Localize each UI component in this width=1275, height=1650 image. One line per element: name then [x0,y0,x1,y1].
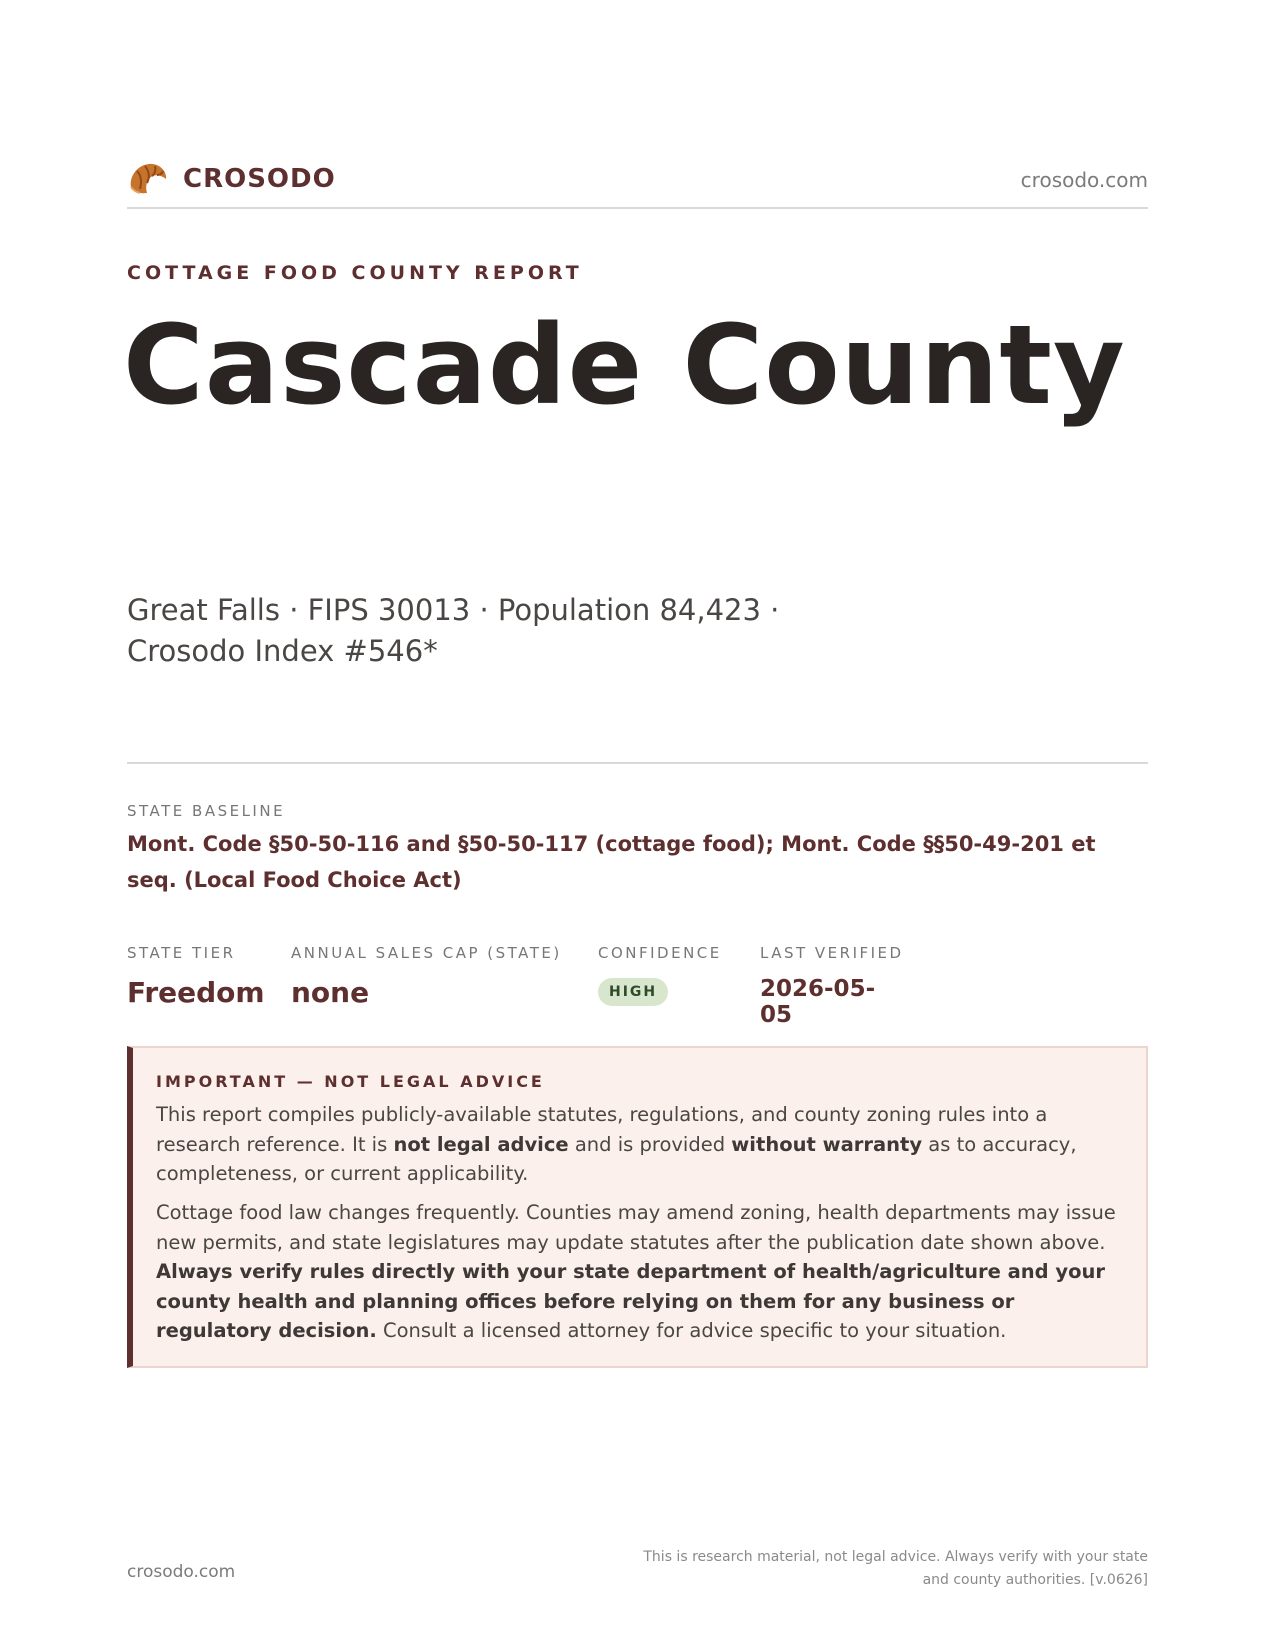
page-title: Cascade County [123,301,1126,429]
report-eyebrow: COTTAGE FOOD COUNTY REPORT [127,262,583,284]
site-link[interactable]: crosodo.com [1020,168,1148,192]
stat-confidence [598,944,722,1006]
stat-state-tier [127,944,265,1009]
legal-notice [127,1046,1148,1368]
notice-title: IMPORTANT — NOT LEGAL ADVICE [156,1072,545,1091]
state-tier-label: STATE TIER [127,944,236,962]
confidence-badge: HIGH [598,978,668,1006]
state-baseline-label: STATE BASELINE [127,802,286,820]
verify-rules-emphasis: Always verify rules directly with your state department of health/agriculture and your county health and planning offices before relying on them for any business or regulatory decision. [156,1260,1106,1342]
sales-cap-label: ANNUAL SALES CAP (STATE) [291,944,562,962]
state-tier-value: Freedom [127,976,265,1009]
confidence-label: CONFIDENCE [598,944,722,962]
brand-name: CROSODO [183,164,336,194]
divider [127,762,1148,764]
footer-disclaimer: This is research material, not legal advice. Always verify with your state and county authorities. [v.0626] [643,1549,1148,1588]
stat-sales-cap [291,944,562,1009]
stat-last-verified [760,944,904,1028]
notice-paragraph-1: This report compiles publicly-available statutes, regulations, and county zoning rules into a research reference. It is not legal advice and is provided without warranty as to accuracy, completeness, or current applicability. [156,1103,1077,1185]
last-verified-label: LAST VERIFIED [760,944,904,962]
sales-cap-value: none [291,976,370,1009]
without-warranty-emphasis: without warranty [731,1132,923,1156]
county-subtitle: Great Falls · FIPS 30013 · Population 84,423 · Crosodo Index #546* [127,593,780,668]
page-header [127,155,1148,209]
croissant-icon [127,159,169,199]
state-baseline-text: Mont. Code §50-50-116 and §50-50-117 (cottage food); Mont. Code §§50-49-201 et seq. (Local Food Choice Act) [127,832,1096,892]
last-verified-value: 2026-05-05 [760,976,876,1028]
report-page [123,0,1148,1650]
brand[interactable] [127,159,336,199]
not-legal-advice-emphasis: not legal advice [393,1132,569,1156]
footer-site[interactable]: crosodo.com [127,1562,236,1582]
notice-paragraph-2: Cottage food law changes frequently. Counties may amend zoning, health departments may issue new permits, and state legislatures may update statutes after the publication date shown above. Always verify rules directly with your state department of health/agriculture and your county health and planning offices before relying on them for any business or regulatory decision. Consult a licensed attorney for advice specific to your situation. [156,1201,1116,1342]
